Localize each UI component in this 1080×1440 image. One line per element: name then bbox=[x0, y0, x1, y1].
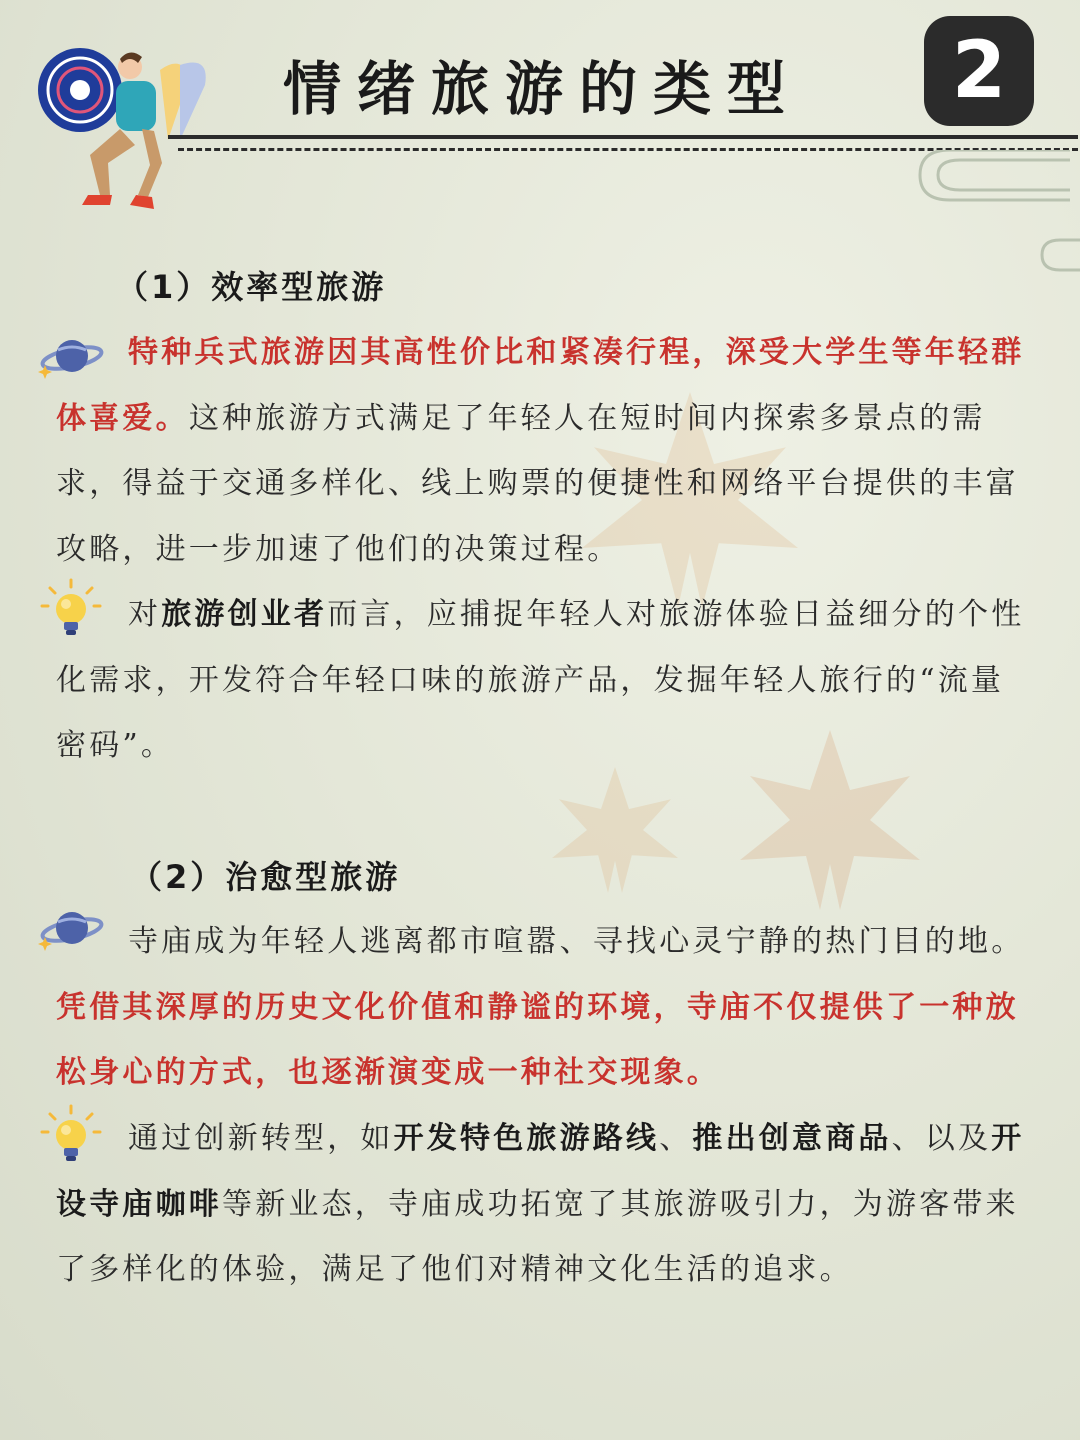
section-2-paragraph-2 bbox=[56, 1106, 1026, 1303]
bold-text: 开发特色旅游路线 bbox=[393, 1121, 660, 1156]
body-text: 、 bbox=[659, 1121, 693, 1156]
page-title: 情绪旅游的类型 bbox=[283, 55, 802, 123]
section-1-paragraph-1 bbox=[56, 320, 1026, 582]
person-with-globe-illustration bbox=[30, 45, 215, 215]
section-2-paragraph-1 bbox=[56, 909, 1026, 1106]
section-2-heading: （2）治愈型旅游 bbox=[130, 858, 401, 896]
body-text: 等新业态，寺庙成功拓宽了其旅游吸引力，为游客带来了多样化的体验，满足了他们对精神文化生活的追求。 bbox=[56, 1186, 1019, 1287]
bold-text: 开设寺庙咖啡 bbox=[56, 1121, 1025, 1222]
section-1-paragraph-2 bbox=[56, 582, 1026, 779]
page-number-badge: 2 bbox=[924, 16, 1034, 126]
bold-text: 推出创意商品 bbox=[692, 1121, 892, 1156]
maple-leaf-decoration bbox=[540, 760, 690, 900]
swirl-decoration bbox=[910, 150, 1080, 280]
highlight-text: 凭借其深厚的历史文化价值和静谧的环境，寺庙不仅提供了一种放松身心的方式，也逐渐演变成一种社交现象。 bbox=[56, 989, 1019, 1090]
section-1-heading: （1）效率型旅游 bbox=[116, 268, 387, 306]
body-text: 对 bbox=[128, 597, 162, 632]
body-text: 通过创新转型，如 bbox=[128, 1121, 394, 1156]
body-text: 、以及 bbox=[891, 1121, 992, 1156]
body-text: 而言，应捕捉年轻人对旅游体验日益细分的个性化需求，开发符合年轻口味的旅游产品，发掘年轻人旅行的“流量密码”。 bbox=[56, 597, 1025, 763]
bold-text: 旅游创业者 bbox=[161, 597, 328, 632]
body-text: 寺庙成为年轻人逃离都市喧嚣、寻找心灵宁静的热门目的地。 bbox=[128, 924, 1025, 959]
header bbox=[0, 0, 1080, 220]
header-divider bbox=[168, 135, 1078, 139]
body-text: 这种旅游方式满足了年轻人在短时间内探索多景点的需求，得益于交通多样化、线上购票的便捷性和网络平台提供的丰富攻略，进一步加速了他们的决策过程。 bbox=[56, 400, 1019, 567]
highlight-text: 特种兵式旅游因其高性价比和紧凑行程，深受大学生等年轻群体喜爱。 bbox=[56, 335, 1025, 436]
